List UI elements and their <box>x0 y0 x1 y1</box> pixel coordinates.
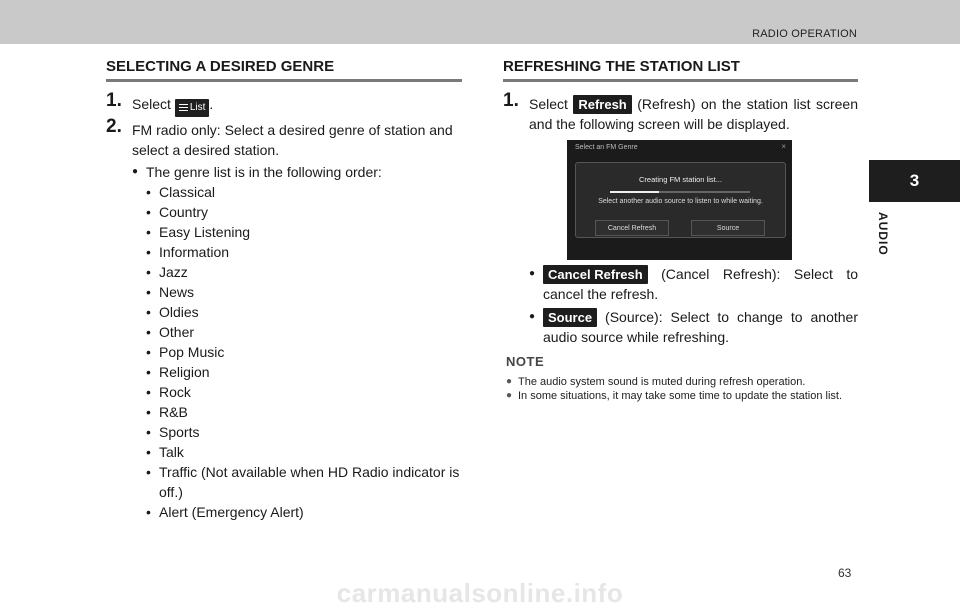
list-item: • Alert (Emergency Alert) <box>146 502 462 522</box>
list-item: • Talk <box>146 442 462 462</box>
step-1-refresh: 1. Select Refresh (Refresh) on the station list screen and the following screen will be displayed. <box>503 90 859 132</box>
list-item: • Information <box>146 242 462 262</box>
genre-list-block <box>106 162 462 522</box>
list-item: • Oldies <box>146 302 462 322</box>
bullet-source: ● Source (Source): Select to change to another audio source while refreshing. <box>529 307 858 347</box>
list-item: • Other <box>146 322 462 342</box>
refresh-section <box>503 58 858 134</box>
bullet-cancel: ● Cancel Refresh (Cancel Refresh): Select to cancel the refresh. <box>529 264 858 304</box>
genre-section <box>106 58 462 522</box>
source-button[interactable]: Source <box>543 308 597 327</box>
waiting-message: Select another audio source to listen to while waiting. <box>598 198 763 205</box>
list-button[interactable]: List <box>175 99 210 117</box>
screen-title: Select an FM Genre <box>575 144 638 151</box>
list-item: • Religion <box>146 362 462 382</box>
chapter-tab <box>869 160 960 202</box>
list-item: • Classical <box>146 182 462 202</box>
refresh-button[interactable]: Refresh <box>573 95 631 114</box>
step-2: 2. FM radio only: Select a desired genre of station and select a desired station. <box>106 115 453 158</box>
refresh-screen-image <box>567 140 792 260</box>
progress-bar <box>610 191 750 193</box>
creating-text: Creating FM station list... <box>639 175 722 184</box>
list-item: • Traffic (Not available when HD Radio indicator is off.) <box>146 462 462 502</box>
list-item: • Country <box>146 202 462 222</box>
list-item: • News <box>146 282 462 302</box>
cancel-refresh-button[interactable]: Cancel Refresh <box>543 265 648 284</box>
close-icon: × <box>781 142 786 151</box>
chapter-number: 3 <box>909 171 920 190</box>
chapter-label: AUDIO <box>876 212 890 256</box>
list-item: • Easy Listening <box>146 222 462 242</box>
genre-intro: ● The genre list is in the following order: <box>132 162 462 182</box>
refresh-bullets <box>529 264 858 347</box>
page-number: 63 <box>838 566 852 580</box>
section-header: RADIO OPERATION <box>752 28 857 40</box>
cancel-refresh-screen-button[interactable]: Cancel Refresh <box>595 220 669 236</box>
watermark: carmanualsonline.info <box>336 578 624 608</box>
progress-fill <box>610 191 659 193</box>
list-item: • Sports <box>146 422 462 442</box>
genre-list <box>146 182 462 522</box>
list-item: • Rock <box>146 382 462 402</box>
step-1: 1. Select List . <box>106 94 462 117</box>
note-heading: NOTE <box>506 354 545 369</box>
source-screen-button[interactable]: Source <box>691 220 765 236</box>
section-title-genre: SELECTING A DESIRED GENRE <box>106 58 462 82</box>
note-item: ● In some situations, it may take some time to update the station list. <box>506 389 858 403</box>
list-icon <box>179 103 188 112</box>
note-item: ● The audio system sound is muted during refresh operation. <box>506 375 858 389</box>
list-item: • Jazz <box>146 262 462 282</box>
note-list <box>506 375 858 403</box>
list-item: • R&B <box>146 402 462 422</box>
section-title-refresh: REFRESHING THE STATION LIST <box>503 58 858 82</box>
list-item: • Pop Music <box>146 342 462 362</box>
